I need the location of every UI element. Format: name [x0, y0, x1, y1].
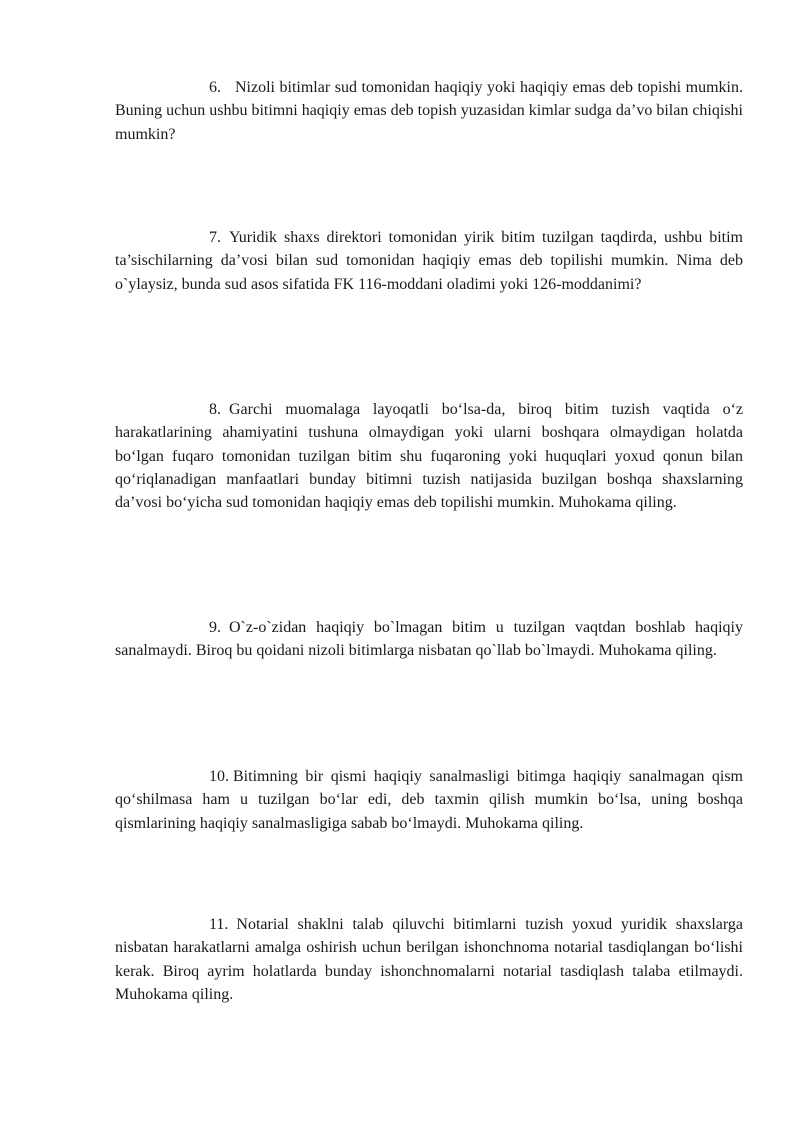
question-11	[115, 913, 743, 1006]
question-number: 9.	[209, 619, 221, 636]
question-9	[115, 616, 743, 663]
question-7	[115, 226, 743, 296]
question-number: 10.	[209, 768, 229, 785]
question-text: Garchi muomalaga layoqatli bo‘lsa-da, biroq bitim tuzish vaqtida o‘z harakatlarining ahamiyatini tushuna olmaydigan yoki ularni boshqara olmaydigan holatda bo‘lgan fuqaro tomonidan tuzilgan bitim shu fuqaroning yoki huquqlari yoxud qonun bilan qo‘riqlanadigan manfaatlari bunday bitimni tuzish natijasida buzilgan boshqa shaxslarning da’vosi bo‘yicha sud tomonidan haqiqiy emas deb topilishi mumkin. Muhokama qiling.	[115, 401, 743, 512]
question-8	[115, 398, 743, 514]
question-number: 6.	[209, 79, 221, 96]
question-6	[115, 76, 743, 146]
question-text: Yuridik shaxs direktori tomonidan yirik bitim tuzilgan taqdirda, ushbu bitim ta’sischilarning da’vosi bilan sud tomonidan haqiqiy emas deb topilishi mumkin. Nima deb o`ylaysiz, bunda sud asos sifatida FK 116-moddani oladimi yoki 126-moddanimi?	[115, 229, 743, 293]
question-10	[115, 765, 743, 835]
question-text: Nizoli bitimlar sud tomonidan haqiqiy yoki haqiqiy emas deb topishi mumkin. Buning uchun ushbu bitimni haqiqiy emas deb topish yuzasidan kimlar sudga da’vo bilan chiqishi mumkin?	[115, 79, 743, 143]
question-text: Notarial shaklni talab qiluvchi bitimlarni tuzish yoxud yuridik shaxslarga nisbatan harakatlarni amalga oshirish uchun berilgan ishonchnoma notarial tasdiqlangan bo‘lishi kerak. Biroq ayrim holatlarda bunday ishonchnomalarni notarial tasdiqlash talaba etilmaydi. Muhokama qiling.	[115, 916, 743, 1003]
question-number: 7.	[209, 229, 221, 246]
question-text: Bitimning bir qismi haqiqiy sanalmasligi bitimga haqiqiy sanalmagan qism qo‘shilmasa ham u tuzilgan bo‘lar edi, deb taxmin qilish mumkin bo‘lsa, uning boshqa qismlarining haqiqiy sanalmasligiga sabab bo‘lmaydi. Muhokama qiling.	[115, 768, 743, 832]
question-text: O`z-o`zidan haqiqiy bo`lmagan bitim u tuzilgan vaqtdan boshlab haqiqiy sanalmaydi. Biroq bu qoidani nizoli bitimlarga nisbatan qo`llab bo`lmaydi. Muhokama qiling.	[115, 619, 743, 660]
question-number: 11.	[209, 916, 229, 933]
question-number: 8.	[209, 401, 221, 418]
